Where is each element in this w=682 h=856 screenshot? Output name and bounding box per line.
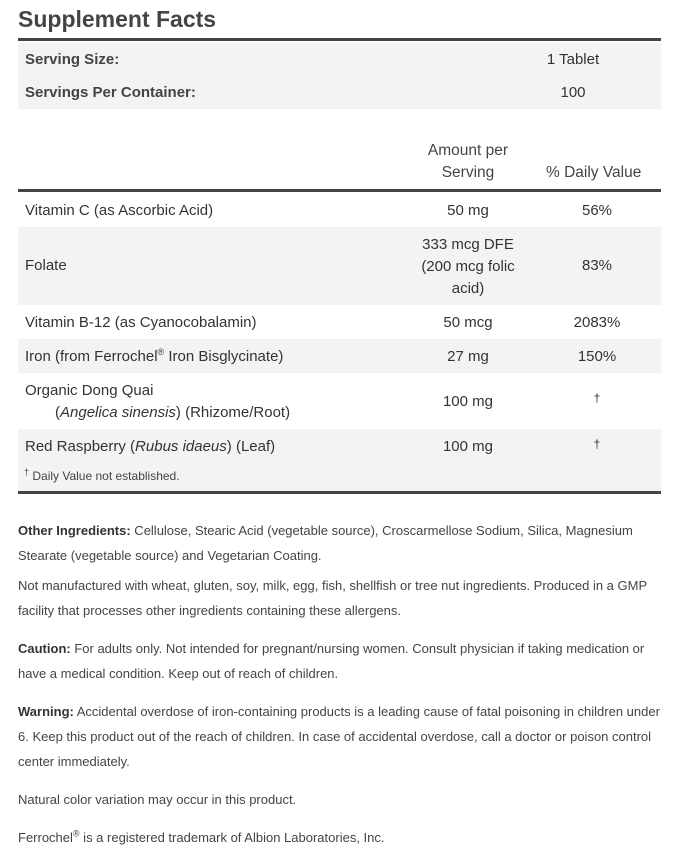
amount-per-serving-header bbox=[403, 140, 533, 184]
trademark-text: is a registered trademark of Albion Laboratories, Inc. bbox=[79, 830, 385, 845]
nutrient-amount: 100 mg bbox=[442, 438, 494, 455]
amount-header-line2: Serving bbox=[441, 164, 495, 181]
servings-per-container-label: Servings Per Container: bbox=[25, 84, 196, 101]
nutrient-daily-value: 83% bbox=[581, 257, 613, 274]
nutrient-name bbox=[25, 380, 290, 424]
footnote-row bbox=[18, 463, 661, 491]
nutrient-name: Folate bbox=[25, 257, 67, 274]
registered-mark: ® bbox=[72, 828, 80, 839]
name-part: ) (Leaf) bbox=[226, 438, 276, 455]
nutrient-amount: 27 mg bbox=[447, 348, 489, 365]
dagger-mark: † bbox=[24, 467, 30, 477]
nutrient-daily-value: 56% bbox=[581, 202, 613, 219]
nutrient-row bbox=[18, 339, 661, 373]
other-ingredients bbox=[18, 518, 668, 568]
nutrient-name bbox=[25, 438, 275, 455]
serving-size-row bbox=[18, 43, 661, 76]
nutrient-amount bbox=[403, 234, 533, 300]
servings-per-container-value: 100 bbox=[560, 84, 586, 101]
nutrient-daily-value: 2083% bbox=[573, 314, 621, 331]
name-part: Red Raspberry ( bbox=[25, 438, 136, 455]
column-headers bbox=[18, 140, 661, 188]
footnote-text: Daily Value not established. bbox=[29, 469, 180, 483]
trademark-name: Ferrochel bbox=[18, 830, 73, 845]
nutrient-row bbox=[18, 193, 661, 227]
nutrient-amount: 50 mcg bbox=[443, 314, 493, 331]
nutrient-name: Vitamin B-12 (as Cyanocobalamin) bbox=[25, 314, 257, 331]
daily-value-header: % Daily Value bbox=[546, 164, 642, 181]
latin-name: Rubus idaeus bbox=[135, 438, 227, 455]
nutrient-daily-value: † bbox=[593, 391, 601, 405]
amount-header-line1: Amount per bbox=[427, 142, 509, 159]
nutrient-daily-value: † bbox=[593, 437, 601, 451]
registered-mark: ® bbox=[157, 347, 165, 357]
nutrient-amount: 50 mg bbox=[447, 202, 489, 219]
other-ingredients-text: Cellulose, Stearic Acid (vegetable source), Croscarmellose Sodium, Silica, Magnesium Stearate (vegetable source) and Vegetarian Coating. bbox=[18, 523, 633, 563]
color-variation-note: Natural color variation may occur in this product. bbox=[18, 792, 297, 807]
caution-statement bbox=[18, 636, 668, 686]
name-line: Organic Dong Quai bbox=[25, 382, 154, 399]
page-title: Supplement Facts bbox=[18, 6, 217, 32]
warning-text: Accidental overdose of iron-containing products is a leading cause of fatal poisoning in children under 6. Keep this product out of the reach of children. In case of accidental overdose, call a doctor or poison control center immediately. bbox=[18, 704, 660, 769]
name-line: (Angelica sinensis) (Rhizome/Root) bbox=[55, 404, 291, 421]
nutrient-daily-value: 150% bbox=[577, 348, 617, 365]
top-divider bbox=[18, 38, 661, 41]
serving-size-label: Serving Size: bbox=[25, 51, 120, 68]
nutrient-row bbox=[18, 305, 661, 339]
amount-line: acid) bbox=[451, 280, 485, 297]
nutrient-row bbox=[18, 373, 661, 429]
name-part: Iron (from Ferrochel bbox=[25, 348, 158, 365]
nutrient-row bbox=[18, 227, 661, 305]
nutrient-row bbox=[18, 429, 661, 463]
nutrient-name: Vitamin C (as Ascorbic Acid) bbox=[25, 202, 214, 219]
amount-line: 333 mcg DFE bbox=[422, 236, 514, 253]
trademark-note bbox=[18, 825, 668, 850]
amount-line: (200 mcg folic bbox=[421, 258, 515, 275]
warning-label: Warning: bbox=[18, 704, 74, 719]
other-ingredients-label: Other Ingredients: bbox=[18, 523, 131, 538]
name-part: Iron Bisglycinate) bbox=[164, 348, 284, 365]
warning-statement bbox=[18, 699, 668, 774]
bottom-divider bbox=[18, 491, 661, 494]
header-divider bbox=[18, 189, 661, 192]
nutrient-name bbox=[25, 348, 283, 365]
latin-name: Angelica sinensis bbox=[60, 404, 176, 421]
caution-text: For adults only. Not intended for pregnant/nursing women. Consult physician if taking medication or have a medical condition. Keep out of reach of children. bbox=[18, 641, 645, 681]
servings-per-container-row bbox=[18, 76, 661, 109]
serving-size-value: 1 Tablet bbox=[546, 51, 600, 68]
footnote bbox=[24, 469, 180, 483]
nutrient-amount: 100 mg bbox=[442, 393, 494, 410]
name-part: ) (Rhizome/Root) bbox=[175, 404, 291, 421]
caution-label: Caution: bbox=[18, 641, 71, 656]
allergen-statement: Not manufactured with wheat, gluten, soy, milk, egg, fish, shellfish or tree nut ingredients. Produced in a GMP facility that processes other ingredients containing these allergens. bbox=[18, 578, 647, 618]
